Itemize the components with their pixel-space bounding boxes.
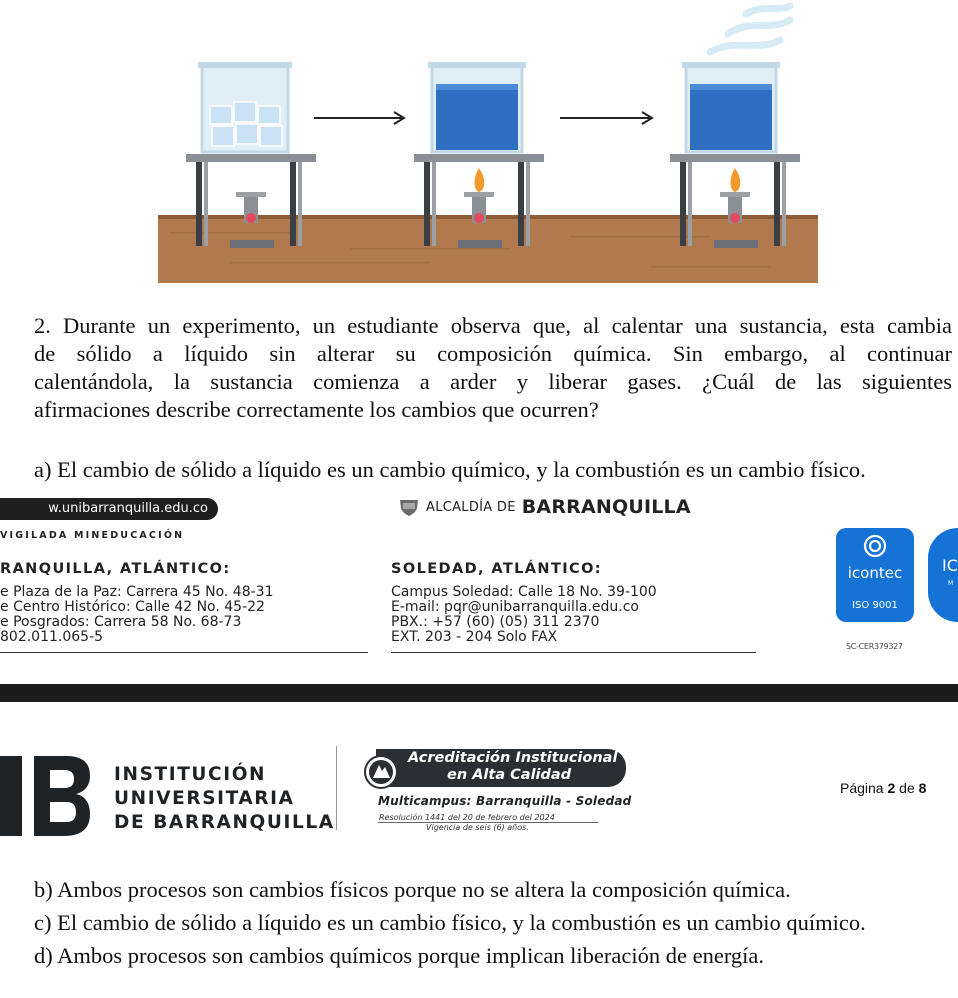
soledad-address: Campus Soledad: Calle 18 No. 39-100 bbox=[391, 584, 657, 600]
icontec-badge bbox=[836, 528, 914, 622]
page-divider-band bbox=[0, 684, 958, 702]
page-label: Página bbox=[840, 780, 884, 796]
iso-label: ISO 9001 bbox=[852, 600, 898, 611]
question-line: calentándola, la sustancia comienza a arder y liberar gases. ¿Cuál de las siguientes bbox=[34, 369, 952, 394]
second-cert-small: M bbox=[948, 580, 954, 587]
barranquilla-address-3: e Posgrados: Carrera 58 No. 68-73 bbox=[0, 614, 242, 630]
accreditation-seal-icon bbox=[364, 755, 398, 789]
header-separator bbox=[336, 746, 337, 830]
institution-name-line-3: DE BARRANQUILLA bbox=[114, 812, 335, 833]
institution-name-line-1: INSTITUCIÓN bbox=[114, 764, 267, 785]
soledad-title: SOLEDAD, ATLÁNTICO: bbox=[391, 561, 603, 577]
alcaldia-logo bbox=[398, 496, 691, 518]
question-line: 2. Durante un experimento, un estudiante observa que, al calentar una sustancia, esta cambia bbox=[34, 313, 952, 338]
footer-rule-left bbox=[0, 652, 368, 653]
soledad-ext: EXT. 203 - 204 Solo FAX bbox=[391, 629, 558, 645]
page-current: 2 bbox=[887, 780, 896, 796]
page-number bbox=[840, 780, 926, 796]
city-shield-icon bbox=[398, 497, 420, 517]
multicampus-text: Multicampus: Barranquilla - Soledad bbox=[378, 794, 632, 808]
institution-name-line-2: UNIVERSITARIA bbox=[114, 788, 295, 809]
steam bbox=[710, 6, 790, 52]
website-url-badge bbox=[0, 498, 218, 520]
alcaldia-big-text: BARRANQUILLA bbox=[521, 496, 691, 518]
ice-cubes bbox=[210, 102, 282, 146]
iub-logo-icon bbox=[0, 756, 90, 836]
page-total: 8 bbox=[918, 780, 927, 796]
footer-rule-right bbox=[391, 652, 756, 653]
second-cert-badge bbox=[928, 528, 958, 622]
question-line: afirmaciones describe correctamente los cambios que ocurren? bbox=[34, 397, 599, 422]
question-text bbox=[34, 312, 952, 424]
icontec-logo-icon bbox=[863, 534, 887, 558]
barranquilla-address-1: e Plaza de la Paz: Carrera 45 No. 48-31 bbox=[0, 584, 274, 600]
states-of-matter-illustration bbox=[150, 0, 820, 285]
vigilada-mineducacion: VIGILADA MINEDUCACIÓN bbox=[0, 530, 185, 541]
option-d: d) Ambos procesos son cambios químicos porque implican liberación de energía. bbox=[34, 943, 765, 968]
question-line: de sólido a líquido sin alterar su composición química. Sin embargo, al continuar bbox=[34, 341, 952, 366]
nit-number: 802.011.065-5 bbox=[0, 629, 104, 645]
page-of: de bbox=[899, 780, 915, 796]
arrow-right-2 bbox=[560, 112, 652, 124]
website-url: w.unibarranquilla.edu.co bbox=[48, 501, 208, 516]
option-b: b) Ambos procesos son cambios físicos porque no se altera la composición química. bbox=[34, 877, 791, 902]
vigencia-text: Vigencia de seis (6) años. bbox=[426, 823, 529, 832]
soledad-email: E-mail: pqr@unibarranquilla.edu.co bbox=[391, 599, 639, 615]
stand-boiling bbox=[670, 6, 800, 248]
second-cert-text: IC bbox=[942, 556, 958, 575]
soledad-pbx: PBX.: +57 (60) (05) 311 2370 bbox=[391, 614, 600, 630]
option-a: a) El cambio de sólido a líquido es un cambio químico, y la combustión es un cambio físico. bbox=[34, 457, 866, 482]
barranquilla-address-2: e Centro Histórico: Calle 42 No. 45-22 bbox=[0, 599, 265, 615]
arrow-right-1 bbox=[314, 112, 404, 124]
accreditation-line-1: Acreditación Institucional bbox=[408, 750, 618, 766]
accreditation-line-2: en Alta Calidad bbox=[447, 767, 572, 783]
option-c: c) El cambio de sólido a líquido es un cambio físico, y la combustión es un cambio químico. bbox=[34, 910, 866, 935]
cert-code: SC-CER379327 bbox=[846, 642, 903, 651]
icontec-brand: icontec bbox=[847, 564, 903, 582]
barranquilla-title: RANQUILLA, ATLÁNTICO: bbox=[0, 561, 231, 577]
resolution-text: Resolución 1441 del 20 de febrero del 2024 bbox=[379, 813, 555, 822]
alcaldia-small-text: ALCALDÍA DE bbox=[426, 499, 516, 515]
